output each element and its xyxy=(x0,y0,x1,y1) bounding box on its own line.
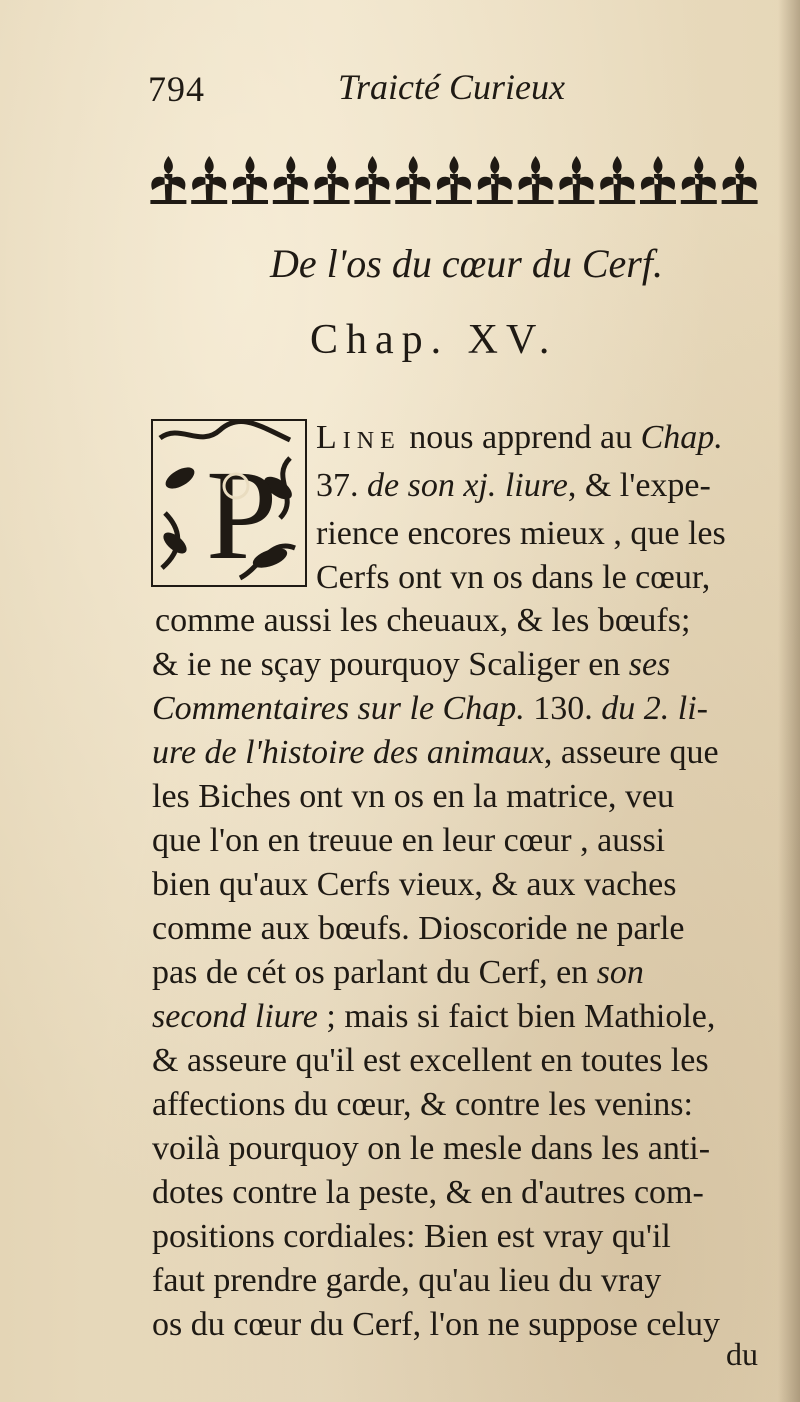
fleuron-mark xyxy=(150,156,186,204)
decorated-initial-icon xyxy=(150,418,308,588)
catchword: du xyxy=(726,1336,758,1372)
text-line-15: & asseure qu'il est excellent en toutes les xyxy=(152,1042,709,1079)
text-line-5: comme aussi les cheuaux, & les bœufs; xyxy=(155,602,691,639)
fleuron-mark xyxy=(436,156,472,204)
fleuron-mark xyxy=(477,156,513,204)
fleuron-mark xyxy=(232,156,268,204)
text-line-4: Cerfs ont vn os dans le cœur, xyxy=(316,559,711,596)
page-header xyxy=(148,56,618,109)
text-line-14: second liure ; mais si faict bien Mathiole, xyxy=(152,998,716,1035)
fleuron-mark xyxy=(395,156,431,204)
text-line-17: voilà pourquoy on le mesle dans les anti- xyxy=(152,1130,711,1167)
fleuron-mark xyxy=(314,156,350,204)
text-line-21: os du cœur du Cerf, l'on ne suppose celuy xyxy=(152,1306,720,1343)
fleuron-mark xyxy=(558,156,594,204)
fleuron-mark xyxy=(191,156,227,204)
text-line-12: comme aux bœufs. Dioscoride ne parle xyxy=(152,910,685,947)
text-line-13: pas de cét os parlant du Cerf, en son xyxy=(152,954,644,991)
fleuron-mark xyxy=(354,156,390,204)
running-title: Traicté Curieux xyxy=(338,67,565,107)
text-line-8: ure de l'histoire des animaux, asseure que xyxy=(152,734,719,771)
fleuron-mark xyxy=(273,156,309,204)
text-line-7: Commentaires sur le Chap. 130. du 2. li- xyxy=(152,690,708,727)
fleuron-mark xyxy=(599,156,635,204)
text-line-19: positions cordiales: Bien est vray qu'il xyxy=(152,1218,671,1255)
text-line-2: 37. de son xj. liure, & l'expe- xyxy=(316,467,711,504)
text-line-18: dotes contre la peste, & en d'autres com- xyxy=(152,1174,704,1211)
fleuron-mark xyxy=(640,156,676,204)
text-line-9: les Biches ont vn os en la matrice, veu xyxy=(152,778,675,815)
text-line-11: bien qu'aux Cerfs vieux, & aux vaches xyxy=(152,866,677,903)
text-line-20: faut prendre garde, qu'au lieu du vray xyxy=(152,1262,662,1299)
text-line-3: rience encores mieux , que les xyxy=(316,515,726,552)
text-line-16: affections du cœur, & contre les venins: xyxy=(152,1086,693,1123)
page-number: 794 xyxy=(148,69,205,109)
fleuron-mark xyxy=(681,156,717,204)
text-line-10: que l'on en treuue en leur cœur , aussi xyxy=(152,822,666,859)
initial-letter: P xyxy=(206,444,278,586)
fleuron-mark xyxy=(518,156,554,204)
fleuron-mark xyxy=(722,156,758,204)
chapter-heading: Chap. XV. xyxy=(310,317,558,363)
fleuron-band-icon xyxy=(148,150,760,210)
text-line-6: & ie ne sçay pourquoy Scaliger en ses xyxy=(152,646,671,683)
chapter-subject: De l'os du cœur du Cerf. xyxy=(270,241,663,286)
text-line-1: Line nous apprend au Chap. xyxy=(316,419,723,456)
page-edge-shadow xyxy=(778,0,800,1402)
